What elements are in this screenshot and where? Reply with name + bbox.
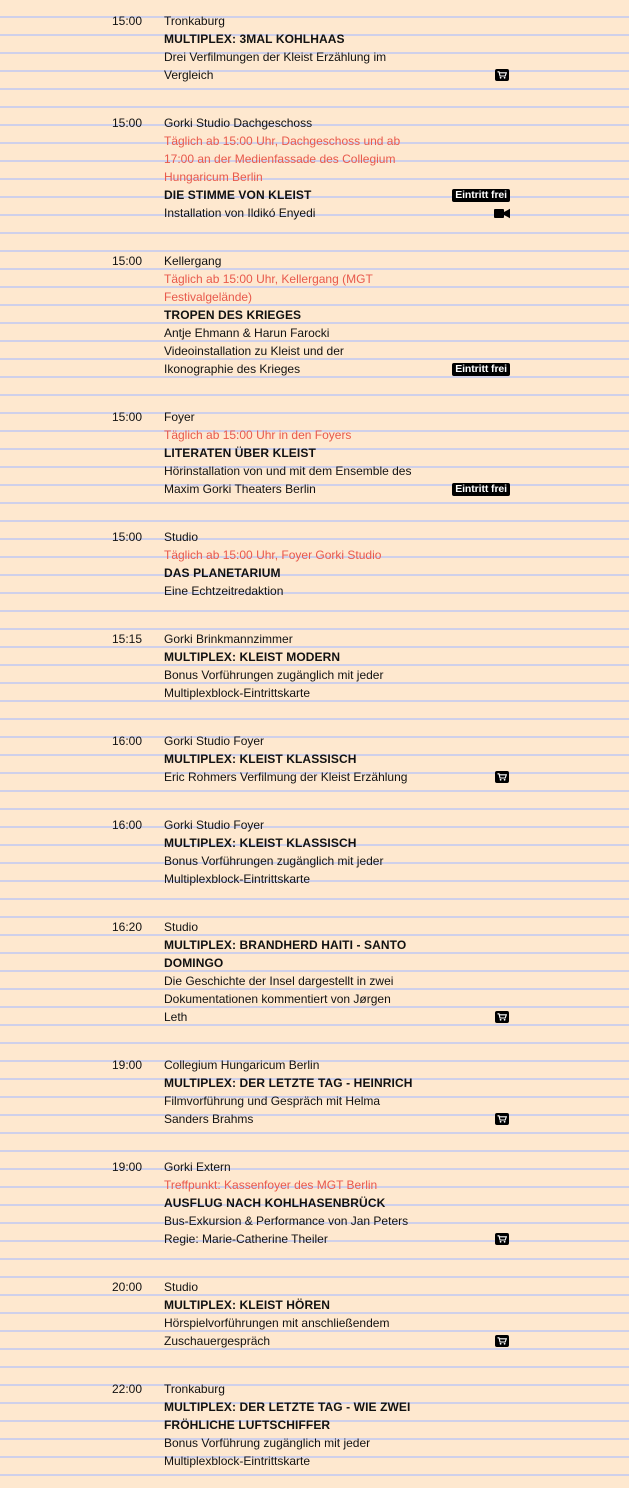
event-time: 16:20 [112,920,143,934]
event-description: Zuschauergespräch [164,1334,271,1348]
event-item [0,1368,629,1488]
event-time: 20:00 [112,1280,143,1294]
event-item [0,1266,629,1368]
event-venue: Foyer [164,410,195,424]
event-venue: Tronkaburg [164,14,225,28]
cart-icon[interactable] [495,1233,509,1245]
event-description: Filmvorführung und Gespräch mit Helma [164,1094,381,1108]
event-venue: Gorki Brinkmannzimmer [164,632,293,646]
event-title[interactable]: FRÖHLICHE LUFTSCHIFFER [164,1418,331,1432]
event-title[interactable]: LITERATEN ÜBER KLEIST [164,446,316,460]
event-title[interactable]: MULTIPLEX: DER LETZTE TAG - HEINRICH [164,1076,413,1090]
event-content [164,12,426,84]
event-venue: Studio [164,920,199,934]
event-title[interactable]: DOMINGO [164,956,224,970]
event-note: Täglich ab 15:00 Uhr, Dachgeschoss und ab [164,134,401,148]
event-description: Bus-Exkursion & Performance von Jan Peters [164,1214,409,1228]
event-content [164,114,426,222]
event-title[interactable]: MULTIPLEX: 3MAL KOHLHAAS [164,32,345,46]
event-note: Festivalgelände) [164,290,253,304]
event-icons [443,186,510,222]
event-title[interactable]: MULTIPLEX: DER LETZTE TAG - WIE ZWEI [164,1400,411,1414]
event-note: Hungaricum Berlin [164,170,263,184]
free-entry-badge: Eintritt frei [452,363,510,376]
event-venue: Gorki Studio Foyer [164,818,265,832]
cart-icon[interactable] [495,771,509,783]
event-description: Eric Rohmers Verfilmung der Kleist Erzählung [164,770,408,784]
event-item [0,906,629,1044]
event-icons [443,1110,510,1128]
event-item [0,1044,629,1146]
event-time: 15:15 [112,632,143,646]
event-content [164,918,426,1026]
event-venue: Gorki Studio Dachgeschoss [164,116,313,130]
event-content [164,1278,426,1350]
event-description: Multiplexblock-Eintrittskarte [164,686,311,700]
event-venue: Studio [164,530,199,544]
event-description: Regie: Marie-Catherine Theiler [164,1232,328,1246]
icon-slot [443,204,510,222]
event-item [0,0,629,102]
event-item [0,396,629,516]
event-description: Eine Echtzeitredaktion [164,584,284,598]
icon-slot [443,1332,510,1350]
event-icons [443,360,510,378]
event-content [164,630,426,702]
event-venue: Collegium Hungaricum Berlin [164,1058,320,1072]
event-venue: Studio [164,1280,199,1294]
event-time: 22:00 [112,1382,143,1396]
event-description: Dokumentationen kommentiert von Jørgen [164,992,391,1006]
event-time: 15:00 [112,116,143,130]
event-note: Täglich ab 15:00 Uhr, Foyer Gorki Studio [164,548,382,562]
event-note: Täglich ab 15:00 Uhr in den Foyers [164,428,352,442]
icon-slot [443,1230,510,1248]
event-item [0,618,629,720]
event-description: Hörspielvorführungen mit anschließendem [164,1316,390,1330]
event-description: Ikonographie des Krieges [164,362,301,376]
event-title[interactable]: MULTIPLEX: BRANDHERD HAITI - SANTO [164,938,407,952]
event-description: Vergleich [164,68,214,82]
event-description: Bonus Vorführungen zugänglich mit jeder [164,668,384,682]
event-time: 15:00 [112,410,143,424]
event-time: 16:00 [112,818,143,832]
event-title[interactable]: AUSFLUG NACH KOHLHASENBRÜCK [164,1196,386,1210]
event-description: Videoinstallation zu Kleist und der [164,344,344,358]
event-description: Bonus Vorführungen zugänglich mit jeder [164,854,384,868]
event-title[interactable]: MULTIPLEX: KLEIST KLASSISCH [164,752,357,766]
icon-slot [443,1008,510,1026]
cart-icon[interactable] [495,1011,509,1023]
event-time: 15:00 [112,14,143,28]
event-content [164,1158,426,1248]
event-item [0,102,629,240]
event-description: Installation von Ildikó Enyedi [164,206,316,220]
event-content [164,252,426,378]
event-title[interactable]: MULTIPLEX: KLEIST MODERN [164,650,341,664]
event-icons [443,480,510,498]
event-icons [443,1332,510,1350]
event-description: Hörinstallation von und mit dem Ensemble des [164,464,412,478]
video-camera-icon [494,208,510,219]
event-content [164,816,426,888]
event-item [0,1146,629,1266]
event-icons [443,1008,510,1026]
event-title[interactable]: MULTIPLEX: KLEIST KLASSISCH [164,836,357,850]
event-venue: Tronkaburg [164,1382,225,1396]
cart-icon[interactable] [495,69,509,81]
icon-slot [443,186,510,204]
event-item [0,240,629,396]
event-description: Drei Verfilmungen der Kleist Erzählung im [164,50,387,64]
free-entry-badge: Eintritt frei [452,189,510,202]
event-item [0,516,629,618]
event-content [164,732,426,786]
event-item [0,804,629,906]
event-title[interactable]: TROPEN DES KRIEGES [164,308,302,322]
event-note: Treffpunkt: Kassenfoyer des MGT Berlin [164,1178,378,1192]
event-content [164,1056,426,1128]
event-note: Täglich ab 15:00 Uhr, Kellergang (MGT [164,272,373,286]
icon-slot [443,66,510,84]
event-note: 17:00 an der Medienfassade des Collegium [164,152,396,166]
event-time: 19:00 [112,1160,143,1174]
event-title[interactable]: MULTIPLEX: KLEIST HÖREN [164,1298,331,1312]
event-content [164,408,426,498]
free-entry-badge: Eintritt frei [452,483,510,496]
event-time: 15:00 [112,254,143,268]
event-content [164,1380,426,1470]
event-venue: Gorki Studio Foyer [164,734,265,748]
event-description: Bonus Vorführung zugänglich mit jeder [164,1436,371,1450]
event-icons [443,66,510,84]
event-time: 15:00 [112,530,143,544]
event-description: Maxim Gorki Theaters Berlin [164,482,316,496]
event-item [0,720,629,804]
icon-slot [443,1110,510,1128]
icon-slot [443,360,510,378]
event-description: Leth [164,1010,188,1024]
event-icons [443,768,510,786]
icon-slot [443,480,510,498]
event-title[interactable]: DIE STIMME VON KLEIST [164,188,312,202]
event-title[interactable]: DAS PLANETARIUM [164,566,281,580]
event-time: 19:00 [112,1058,143,1072]
event-content [164,528,426,600]
event-venue: Gorki Extern [164,1160,231,1174]
event-description: Die Geschichte der Insel dargestellt in zwei [164,974,394,988]
event-venue: Kellergang [164,254,222,268]
cart-icon[interactable] [495,1113,509,1125]
event-description: Multiplexblock-Eintrittskarte [164,872,311,886]
event-time: 16:00 [112,734,143,748]
icon-slot [443,768,510,786]
event-description: Sanders Brahms [164,1112,254,1126]
event-icons [443,1230,510,1248]
event-description: Multiplexblock-Eintrittskarte [164,1454,311,1468]
event-description: Antje Ehmann & Harun Farocki [164,326,330,340]
cart-icon[interactable] [495,1335,509,1347]
